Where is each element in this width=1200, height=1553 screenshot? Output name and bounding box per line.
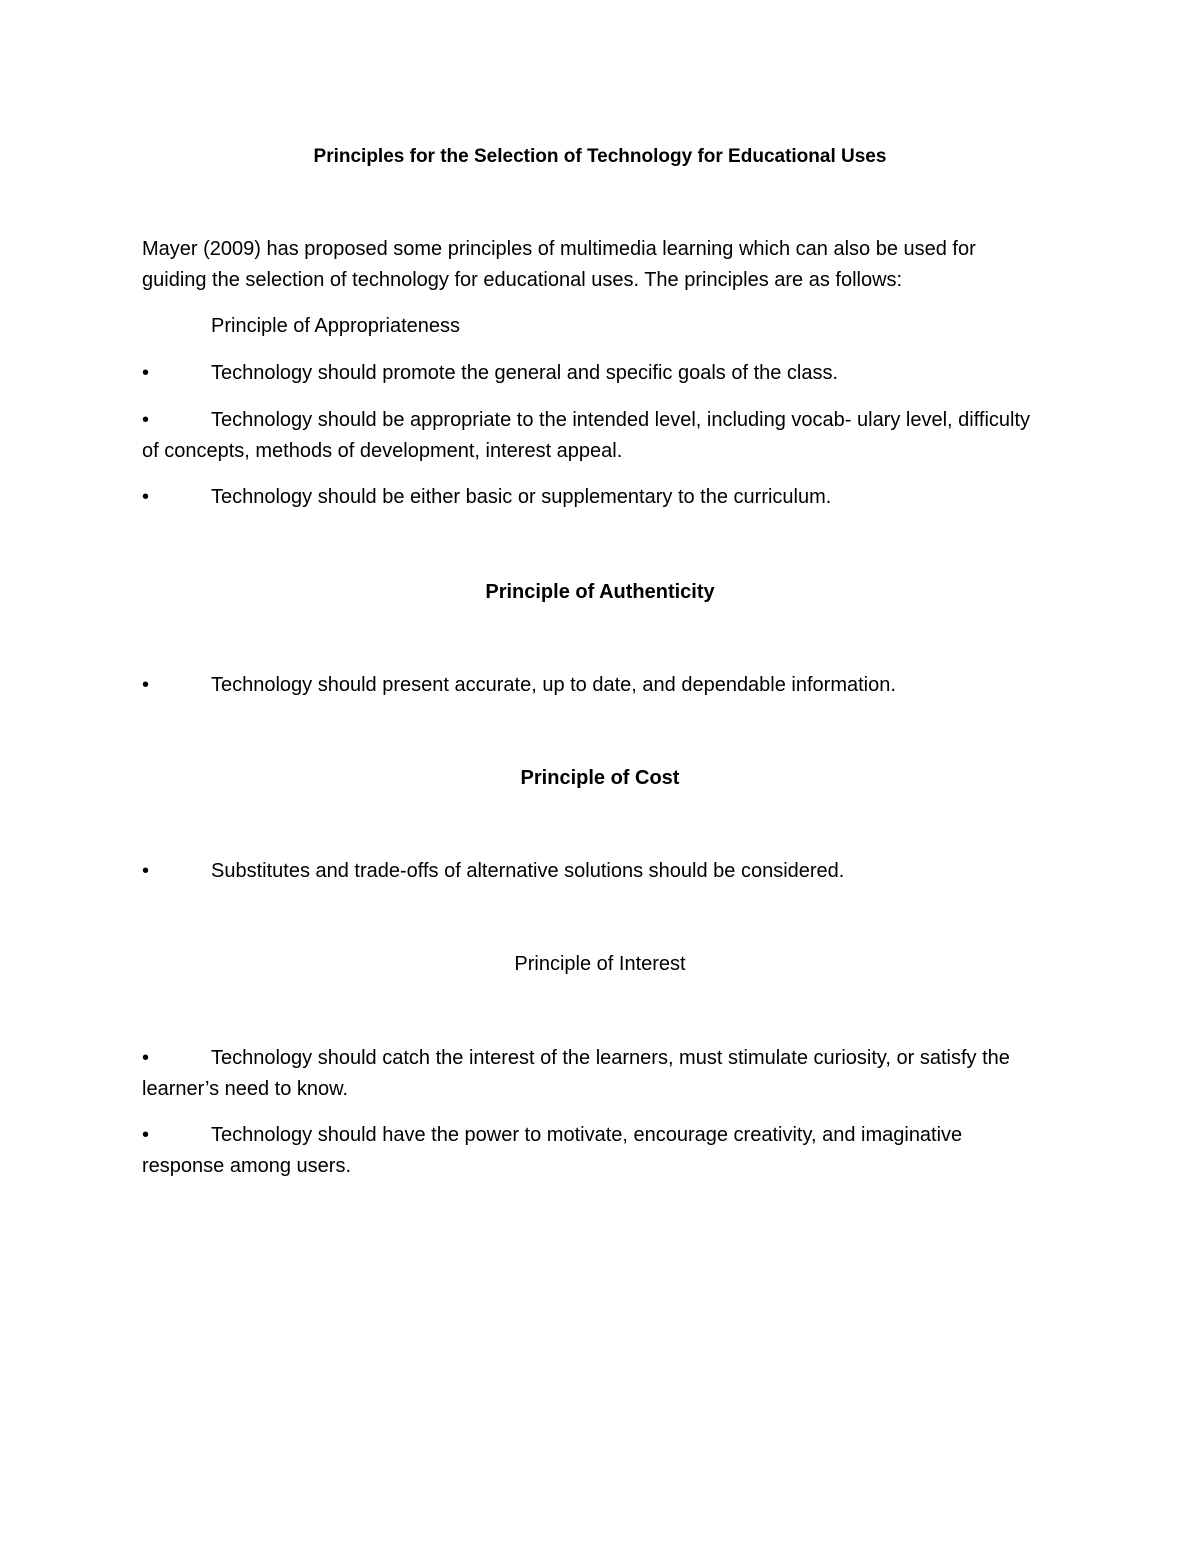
- bullet-icon: •: [142, 362, 150, 384]
- bullet-text: Technology should be either basic or supplementary to the curriculum.: [211, 486, 832, 508]
- bullet-text: Technology should have the power to motivate, encourage creativity, and imaginative response among users.: [142, 1124, 963, 1177]
- list-item: [142, 405, 1047, 467]
- list-item: [142, 358, 1062, 389]
- list-item: [142, 1043, 1054, 1105]
- intro-line-1: Mayer (2009) has proposed some principles of multimedia learning which can also be used for: [142, 238, 976, 260]
- bullet-text: Technology should be appropriate to the intended level, including vocab- ulary level, difficulty of concepts, methods of development, interest appeal.: [142, 409, 1031, 462]
- bullet-text: Technology should promote the general and specific goals of the class.: [211, 362, 839, 384]
- section-heading-interest: Principle of Interest: [514, 953, 686, 975]
- intro-line-2: guiding the selection of technology for educational uses. The principles are as follows:: [142, 269, 903, 291]
- section-heading-authenticity: Principle of Authenticity: [485, 581, 715, 603]
- section-heading-cost: Principle of Cost: [520, 767, 680, 789]
- bullet-icon: •: [142, 860, 150, 882]
- bullet-icon: •: [142, 409, 150, 431]
- bullet-icon: •: [142, 486, 150, 508]
- bullet-icon: •: [142, 674, 150, 696]
- list-item: [142, 856, 1062, 887]
- list-item: [142, 482, 1062, 513]
- bullet-icon: •: [142, 1047, 150, 1069]
- bullet-text: Technology should present accurate, up to date, and dependable information.: [211, 674, 896, 696]
- document-title: Principles for the Selection of Technology for Educational Uses: [313, 146, 887, 167]
- bullet-text: Technology should catch the interest of the learners, must stimulate curiosity, or satisfy the learner’s need to know.: [142, 1047, 1010, 1100]
- list-item: [142, 670, 1062, 701]
- section-heading-appropriateness: Principle of Appropriateness: [211, 315, 461, 337]
- bullet-icon: •: [142, 1124, 150, 1146]
- list-item: [142, 1120, 1037, 1182]
- bullet-text: Substitutes and trade-offs of alternative solutions should be considered.: [211, 860, 845, 882]
